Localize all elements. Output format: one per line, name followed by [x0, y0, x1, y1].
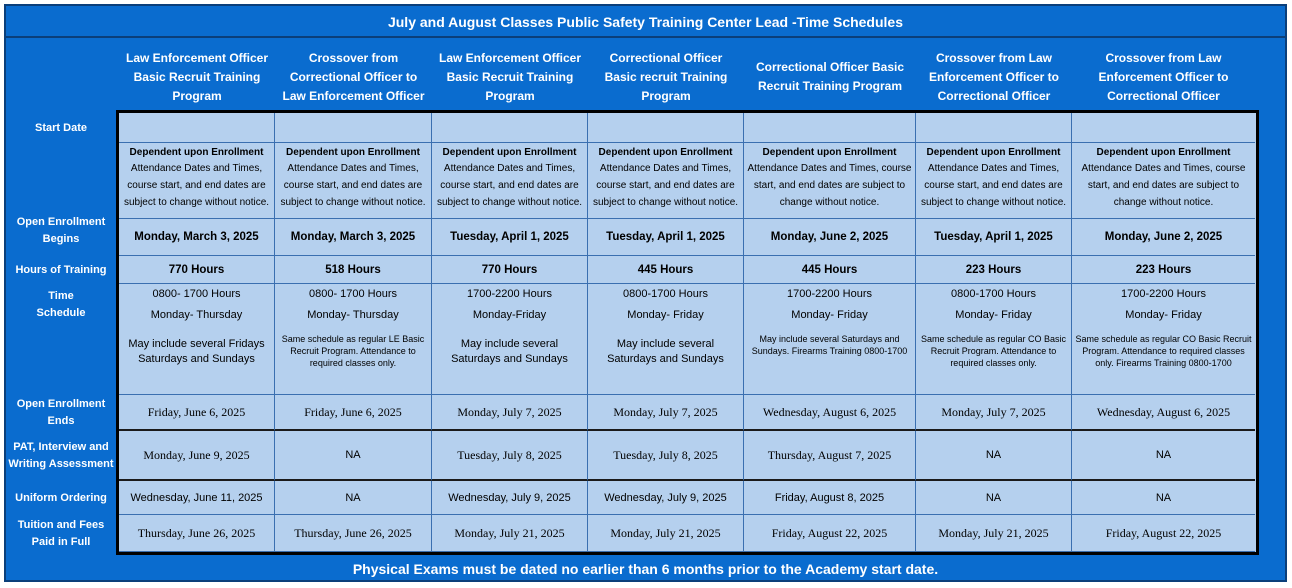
cell-value: Friday, August 22, 2025 — [771, 525, 888, 540]
uniform-ordering-cell — [1072, 481, 1255, 515]
note-body: Attendance Dates and Times, course start, and end dates are subject to change without notice. — [436, 163, 583, 208]
cell-value: Monday, July 21, 2025 — [938, 525, 1049, 540]
enrollment-ends-cell — [916, 395, 1072, 431]
start-date-cell — [275, 113, 432, 143]
enrollment-note — [1072, 143, 1255, 219]
start-date-cell — [1072, 113, 1255, 143]
tuition-due-cell — [916, 515, 1072, 552]
cell-value: Thursday, June 26, 2025 — [137, 525, 256, 540]
cell-value: Friday, August 8, 2025 — [774, 491, 885, 504]
cell-value: Monday, March 3, 2025 — [134, 231, 259, 243]
row-label-start-date: Start Date — [35, 121, 87, 134]
column-header: Crossover from Law Enforcement Officer to Correctional Officer — [1098, 50, 1229, 103]
row-label-enroll-begins: Open Enrollment Begins — [16, 215, 106, 245]
cell-value: Tuesday, April 1, 2025 — [450, 231, 569, 243]
schedule-days: Monday- Friday — [627, 309, 704, 321]
enrollment-note — [275, 143, 432, 219]
note-heading: Dependent upon Enrollment — [1096, 147, 1231, 158]
start-date-cell — [744, 113, 916, 143]
enrollment-begins-cell — [916, 219, 1072, 256]
column-header: Law Enforcement Officer Basic Recruit Training Program — [438, 50, 582, 103]
enrollment-note — [432, 143, 588, 219]
cell-value: Thursday, August 7, 2025 — [767, 447, 892, 462]
note-body: Attendance Dates and Times, course start, and end dates are subject to change without notice. — [1081, 163, 1246, 208]
time-schedule-cell — [432, 284, 588, 395]
cell-value: 223 Hours — [965, 263, 1022, 276]
schedule-hours: 0800- 1700 Hours — [308, 288, 398, 300]
tuition-due-cell — [432, 515, 588, 552]
enrollment-begins-cell — [275, 219, 432, 256]
schedule-hours: 0800- 1700 Hours — [152, 288, 241, 300]
training-hours-cell — [1072, 256, 1255, 284]
schedule-hours: 0800-1700 Hours — [950, 288, 1036, 300]
training-hours-cell — [432, 256, 588, 284]
cell-value: Wednesday, July 9, 2025 — [604, 491, 727, 504]
enrollment-begins-cell — [1072, 219, 1255, 256]
start-date-cell — [119, 113, 275, 143]
schedule-note: May include several Saturdays and Sundays — [607, 338, 724, 365]
pat-assessment-cell — [744, 431, 916, 481]
uniform-ordering-cell — [744, 481, 916, 515]
pat-assessment-cell — [432, 431, 588, 481]
schedule-days: Monday- Friday — [1125, 309, 1202, 321]
schedule-note: May include several Saturdays and Sundays. Firearms Training 0800-1700 — [751, 334, 908, 356]
enrollment-begins-cell — [588, 219, 744, 256]
pat-assessment-cell — [1072, 431, 1255, 481]
note-body: Attendance Dates and Times, course start, and end dates are subject to change without notice. — [920, 163, 1067, 208]
cell-value: 770 Hours — [168, 263, 225, 276]
cell-value: Wednesday, August 6, 2025 — [1096, 404, 1231, 419]
schedule-note: Same schedule as regular LE Basic Recruit Program. Attendance to required classes only. — [281, 334, 425, 368]
pat-assessment-cell — [119, 431, 275, 481]
time-schedule-cell — [588, 284, 744, 395]
cell-value: 445 Hours — [801, 263, 858, 276]
enrollment-note — [588, 143, 744, 219]
pat-assessment-cell — [588, 431, 744, 481]
cell-value: NA — [985, 449, 1002, 461]
enrollment-note — [916, 143, 1072, 219]
uniform-ordering-cell — [119, 481, 275, 515]
tuition-due-cell — [275, 515, 432, 552]
cell-value: NA — [1155, 449, 1172, 461]
start-date-cell — [588, 113, 744, 143]
time-schedule-cell — [119, 284, 275, 395]
note-heading: Dependent upon Enrollment — [926, 147, 1061, 158]
note-body: Attendance Dates and Times, course start, and end dates are subject to change without notice. — [747, 163, 912, 208]
cell-value: Tuesday, April 1, 2025 — [606, 231, 725, 243]
uniform-ordering-cell — [432, 481, 588, 515]
column-headers — [116, 42, 1259, 112]
uniform-ordering-cell — [588, 481, 744, 515]
start-date-cell — [916, 113, 1072, 143]
enrollment-ends-cell — [588, 395, 744, 431]
enrollment-begins-cell — [432, 219, 588, 256]
enrollment-ends-cell — [1072, 395, 1255, 431]
schedule-hours: 1700-2200 Hours — [1120, 288, 1206, 300]
cell-value: Tuesday, April 1, 2025 — [934, 231, 1053, 243]
enrollment-ends-cell — [275, 395, 432, 431]
schedule-days: Monday-Friday — [472, 309, 547, 321]
time-schedule-cell — [744, 284, 916, 395]
cell-value: Friday, June 6, 2025 — [304, 404, 402, 419]
schedule-days: Monday- Thursday — [307, 309, 399, 321]
row-label-schedule: Time Schedule — [36, 290, 86, 319]
note-body: Attendance Dates and Times, course start, and end dates are subject to change without notice. — [592, 163, 739, 208]
schedule-hours: 1700-2200 Hours — [466, 288, 552, 300]
note-body: Attendance Dates and Times, course start, and end dates are subject to change without notice. — [280, 163, 426, 208]
enrollment-ends-cell — [119, 395, 275, 431]
cell-value: Monday, July 7, 2025 — [941, 404, 1046, 419]
note-heading: Dependent upon Enrollment — [762, 147, 897, 158]
schedule-note: Same schedule as regular CO Basic Recruit Program. Attendance to required classes only. Firearms Training 0800-1700 — [1075, 334, 1252, 368]
cell-value: NA — [345, 491, 361, 504]
note-body: Attendance Dates and Times, course start, and end dates are subject to change without notice. — [123, 163, 270, 208]
training-hours-cell — [275, 256, 432, 284]
pat-assessment-cell — [916, 431, 1072, 481]
cell-value: Wednesday, August 6, 2025 — [762, 404, 897, 419]
column-header: Correctional Officer Basic Recruit Training Program — [755, 60, 905, 93]
time-schedule-cell — [1072, 284, 1255, 395]
cell-value: Monday, June 9, 2025 — [143, 447, 250, 462]
cell-value: 445 Hours — [637, 263, 694, 276]
enrollment-note — [119, 143, 275, 219]
training-hours-cell — [588, 256, 744, 284]
note-heading: Dependent upon Enrollment — [129, 147, 264, 158]
schedule-hours: 1700-2200 Hours — [786, 288, 872, 300]
cell-value: NA — [345, 449, 361, 461]
enrollment-ends-cell — [744, 395, 916, 431]
column-header: Correctional Officer Basic recruit Training Program — [604, 50, 728, 103]
cell-value: Wednesday, July 9, 2025 — [448, 491, 571, 504]
training-hours-cell — [916, 256, 1072, 284]
row-label-enroll-ends: Open Enrollment Ends — [16, 398, 106, 427]
tuition-due-cell — [744, 515, 916, 552]
uniform-ordering-cell — [275, 481, 432, 515]
schedule-note: May include several Saturdays and Sundays — [451, 338, 568, 365]
uniform-ordering-cell — [916, 481, 1072, 515]
pat-assessment-cell — [275, 431, 432, 481]
physical-exam-notice: Physical Exams must be dated no earlier than 6 months prior to the Academy start date. — [352, 561, 939, 577]
schedule-days: Monday- Thursday — [150, 309, 243, 321]
cell-value: NA — [985, 491, 1002, 504]
cell-value: Monday, July 7, 2025 — [613, 404, 718, 419]
cell-value: Monday, July 21, 2025 — [454, 525, 565, 540]
cell-value: Monday, March 3, 2025 — [290, 231, 416, 243]
cell-value: Tuesday, July 8, 2025 — [613, 447, 718, 462]
cell-value: 223 Hours — [1135, 263, 1192, 276]
time-schedule-cell — [916, 284, 1072, 395]
schedule-table — [116, 110, 1259, 555]
schedule-note: May include several Fridays Saturdays and Sundays — [128, 338, 265, 365]
schedule-sheet — [4, 4, 1287, 582]
cell-value: Tuesday, July 8, 2025 — [457, 447, 562, 462]
row-label-hours: Hours of Training — [15, 263, 107, 276]
column-header: Crossover from Law Enforcement Officer to Correctional Officer — [928, 50, 1060, 103]
cell-value: Friday, August 22, 2025 — [1105, 525, 1222, 540]
tuition-due-cell — [119, 515, 275, 552]
tuition-due-cell — [588, 515, 744, 552]
tuition-due-cell — [1072, 515, 1255, 552]
start-date-cell — [432, 113, 588, 143]
training-hours-cell — [119, 256, 275, 284]
cell-value: Thursday, June 26, 2025 — [294, 525, 412, 540]
enrollment-begins-cell — [744, 219, 916, 256]
time-schedule-cell — [275, 284, 432, 395]
enrollment-begins-cell — [119, 219, 275, 256]
enrollment-note — [744, 143, 916, 219]
note-heading: Dependent upon Enrollment — [286, 147, 420, 158]
schedule-days: Monday- Friday — [955, 309, 1032, 321]
schedule-hours: 0800-1700 Hours — [622, 288, 708, 300]
cell-value: Monday, July 21, 2025 — [610, 525, 721, 540]
schedule-note: Same schedule as regular CO Basic Recruit Program. Attendance to required classes only. — [920, 334, 1067, 368]
note-heading: Dependent upon Enrollment — [442, 147, 577, 158]
training-hours-cell — [744, 256, 916, 284]
row-label-uniform: Uniform Ordering — [15, 491, 107, 504]
cell-value: 770 Hours — [481, 263, 538, 276]
enrollment-ends-cell — [432, 395, 588, 431]
page-title: July and August Classes Public Safety Training Center Lead -Time Schedules — [6, 6, 1285, 38]
column-header: Crossover from Correctional Officer to Law Enforcement Officer — [282, 50, 425, 103]
row-label-tuition: Tuition and Fees Paid in Full — [17, 518, 105, 548]
cell-value: 518 Hours — [325, 263, 381, 276]
note-heading: Dependent upon Enrollment — [598, 147, 733, 158]
cell-value: Monday, June 2, 2025 — [770, 231, 889, 243]
row-label-pat: PAT, Interview and Writing Assessment — [8, 441, 114, 470]
cell-value: Wednesday, June 11, 2025 — [130, 491, 263, 504]
column-header: Law Enforcement Officer Basic Recruit Training Program — [125, 50, 269, 103]
cell-value: Monday, July 7, 2025 — [457, 404, 562, 419]
cell-value: Monday, June 2, 2025 — [1104, 231, 1223, 243]
cell-value: NA — [1155, 491, 1172, 504]
schedule-days: Monday- Friday — [791, 309, 868, 321]
cell-value: Friday, June 6, 2025 — [147, 404, 246, 419]
